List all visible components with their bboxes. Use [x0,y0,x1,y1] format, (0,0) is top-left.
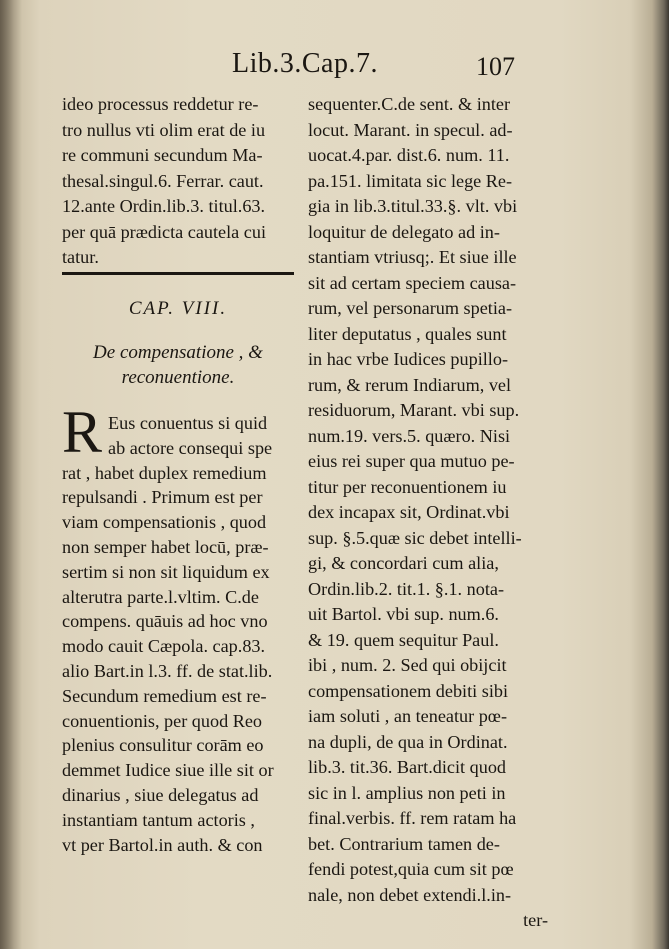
text-line: thesal.singul.6. Ferrar. caut. [62,170,264,191]
text-line: modo cauit Cæpola. cap.83. [62,636,266,657]
text-line: titur per reconuentionem iu [308,476,507,497]
text-line: stantiam vtriusq;. Et siue ille [308,247,517,267]
text-line: & 19. quem sequitur Paul. [308,629,499,650]
text-line: rum, & rerum Indiarum, vel [308,374,512,395]
text-line: 12.ante Ordin.lib.3. titul.63. [62,196,266,216]
page-header [0,44,669,84]
text-line: alterutra parte.l.vltim. C.de [62,586,259,607]
text-line: ab actore consequi spe [108,437,273,458]
text-line: per quā prædicta cautela cui [62,221,267,242]
text-line: eius rei super qua mutuo pe- [308,451,515,471]
left-column-top [62,92,294,271]
text-line: num.19. vers.5. quæro. Nisi [308,425,511,446]
chapter-title-line: De compensatione , & [93,342,263,363]
text-line: demmet Iudice siue ille sit or [62,760,274,781]
text-line: Eus conuentus si quid [108,413,268,433]
text-line: dinarius , siue delegatus ad [62,784,259,805]
text-line: in hac vrbe Iudices pupillo- [308,349,509,369]
text-line: Ordin.lib.2. tit.1. §.1. nota- [308,578,505,599]
text-line: loquitur de delegato ad in- [308,221,500,242]
text-line: pa.151. limitata sic lege Re- [308,170,513,191]
text-line: sic in l. amplius non peti in [308,782,506,803]
text-line: non semper habet locū, præ- [62,536,269,557]
text-line: bet. Contrarium tamen de- [308,833,500,854]
text-line: compens. quāuis ad hoc vno [62,611,268,632]
text-line: iam soluti , an teneatur pœ- [308,706,507,726]
text-line: locut. Marant. in specul. ad- [308,119,513,140]
text-line: re communi secundum Ma- [62,145,263,165]
gutter-shadow [0,0,22,949]
text-line: gi, & concordari cum alia, [308,553,499,573]
text-line: rum, vel personarum spetia- [308,298,513,318]
drop-cap: R [62,399,103,465]
text-line: plenius consulitur corām eo [62,735,264,756]
text-line: residuorum, Marant. vbi sup. [308,400,520,420]
text-line: uocat.4.par. dist.6. num. 11. [308,145,510,165]
text-line: liter deputatus , quales sunt [308,323,507,344]
text-line: fendi potest,quia cum sit pœ [308,859,514,879]
text-line: rat , habet duplex remedium [62,462,267,483]
text-line: ter- [523,910,548,930]
page-number: 107 [476,52,515,81]
text-line: final.verbis. ff. rem ratam ha [308,808,517,828]
text-line: ideo processus reddetur re- [62,94,259,114]
text-line: tro nullus vti olim erat de iu [62,119,266,140]
text-line: uit Bartol. vbi sup. num.6. [308,604,499,624]
right-column [308,92,548,934]
text-line: dex incapax sit, Ordinat.vbi [308,502,510,522]
text-line: vt per Bartol.in auth. & con [62,834,263,855]
text-line: conuentionis, per quod Reo [62,710,263,731]
running-head: Lib.3.Cap.7. [232,48,378,79]
text-line: sit ad certam speciem causa- [308,272,517,293]
chapter-heading: CAP. VIII. [128,298,228,319]
chapter-title [62,340,294,390]
text-line: ibi , num. 2. Sed qui obijcit [308,655,507,675]
text-line: compensationem debiti sibi [308,680,509,701]
text-line: tatur. [62,247,99,267]
text-line: nale, non debet extendi.l.in- [308,884,512,905]
text-line: instantiam tantum actoris , [62,809,255,830]
text-line: repulsandi . Primum est per [62,487,263,508]
text-line: Secundum remedium est re- [62,685,267,706]
left-column-body [62,411,294,857]
text-line: viam compensationis , quod [62,512,267,533]
text-line: na dupli, de qua in Ordinat. [308,731,508,752]
chapter-title-line: reconuentione. [121,367,235,388]
text-line: alio Bart.in l.3. ff. de stat.lib. [62,660,273,681]
section-rule [62,272,294,275]
text-line: lib.3. tit.36. Bart.dicit quod [308,757,507,777]
text-line: sertim si non sit liquidum ex [62,561,270,582]
text-line: sup. §.5.quæ sic debet intelli- [308,527,522,548]
text-line: sequenter.C.de sent. & inter [308,94,511,114]
text-line: gia in lib.3.titul.33.§. vlt. vbi [308,196,518,216]
